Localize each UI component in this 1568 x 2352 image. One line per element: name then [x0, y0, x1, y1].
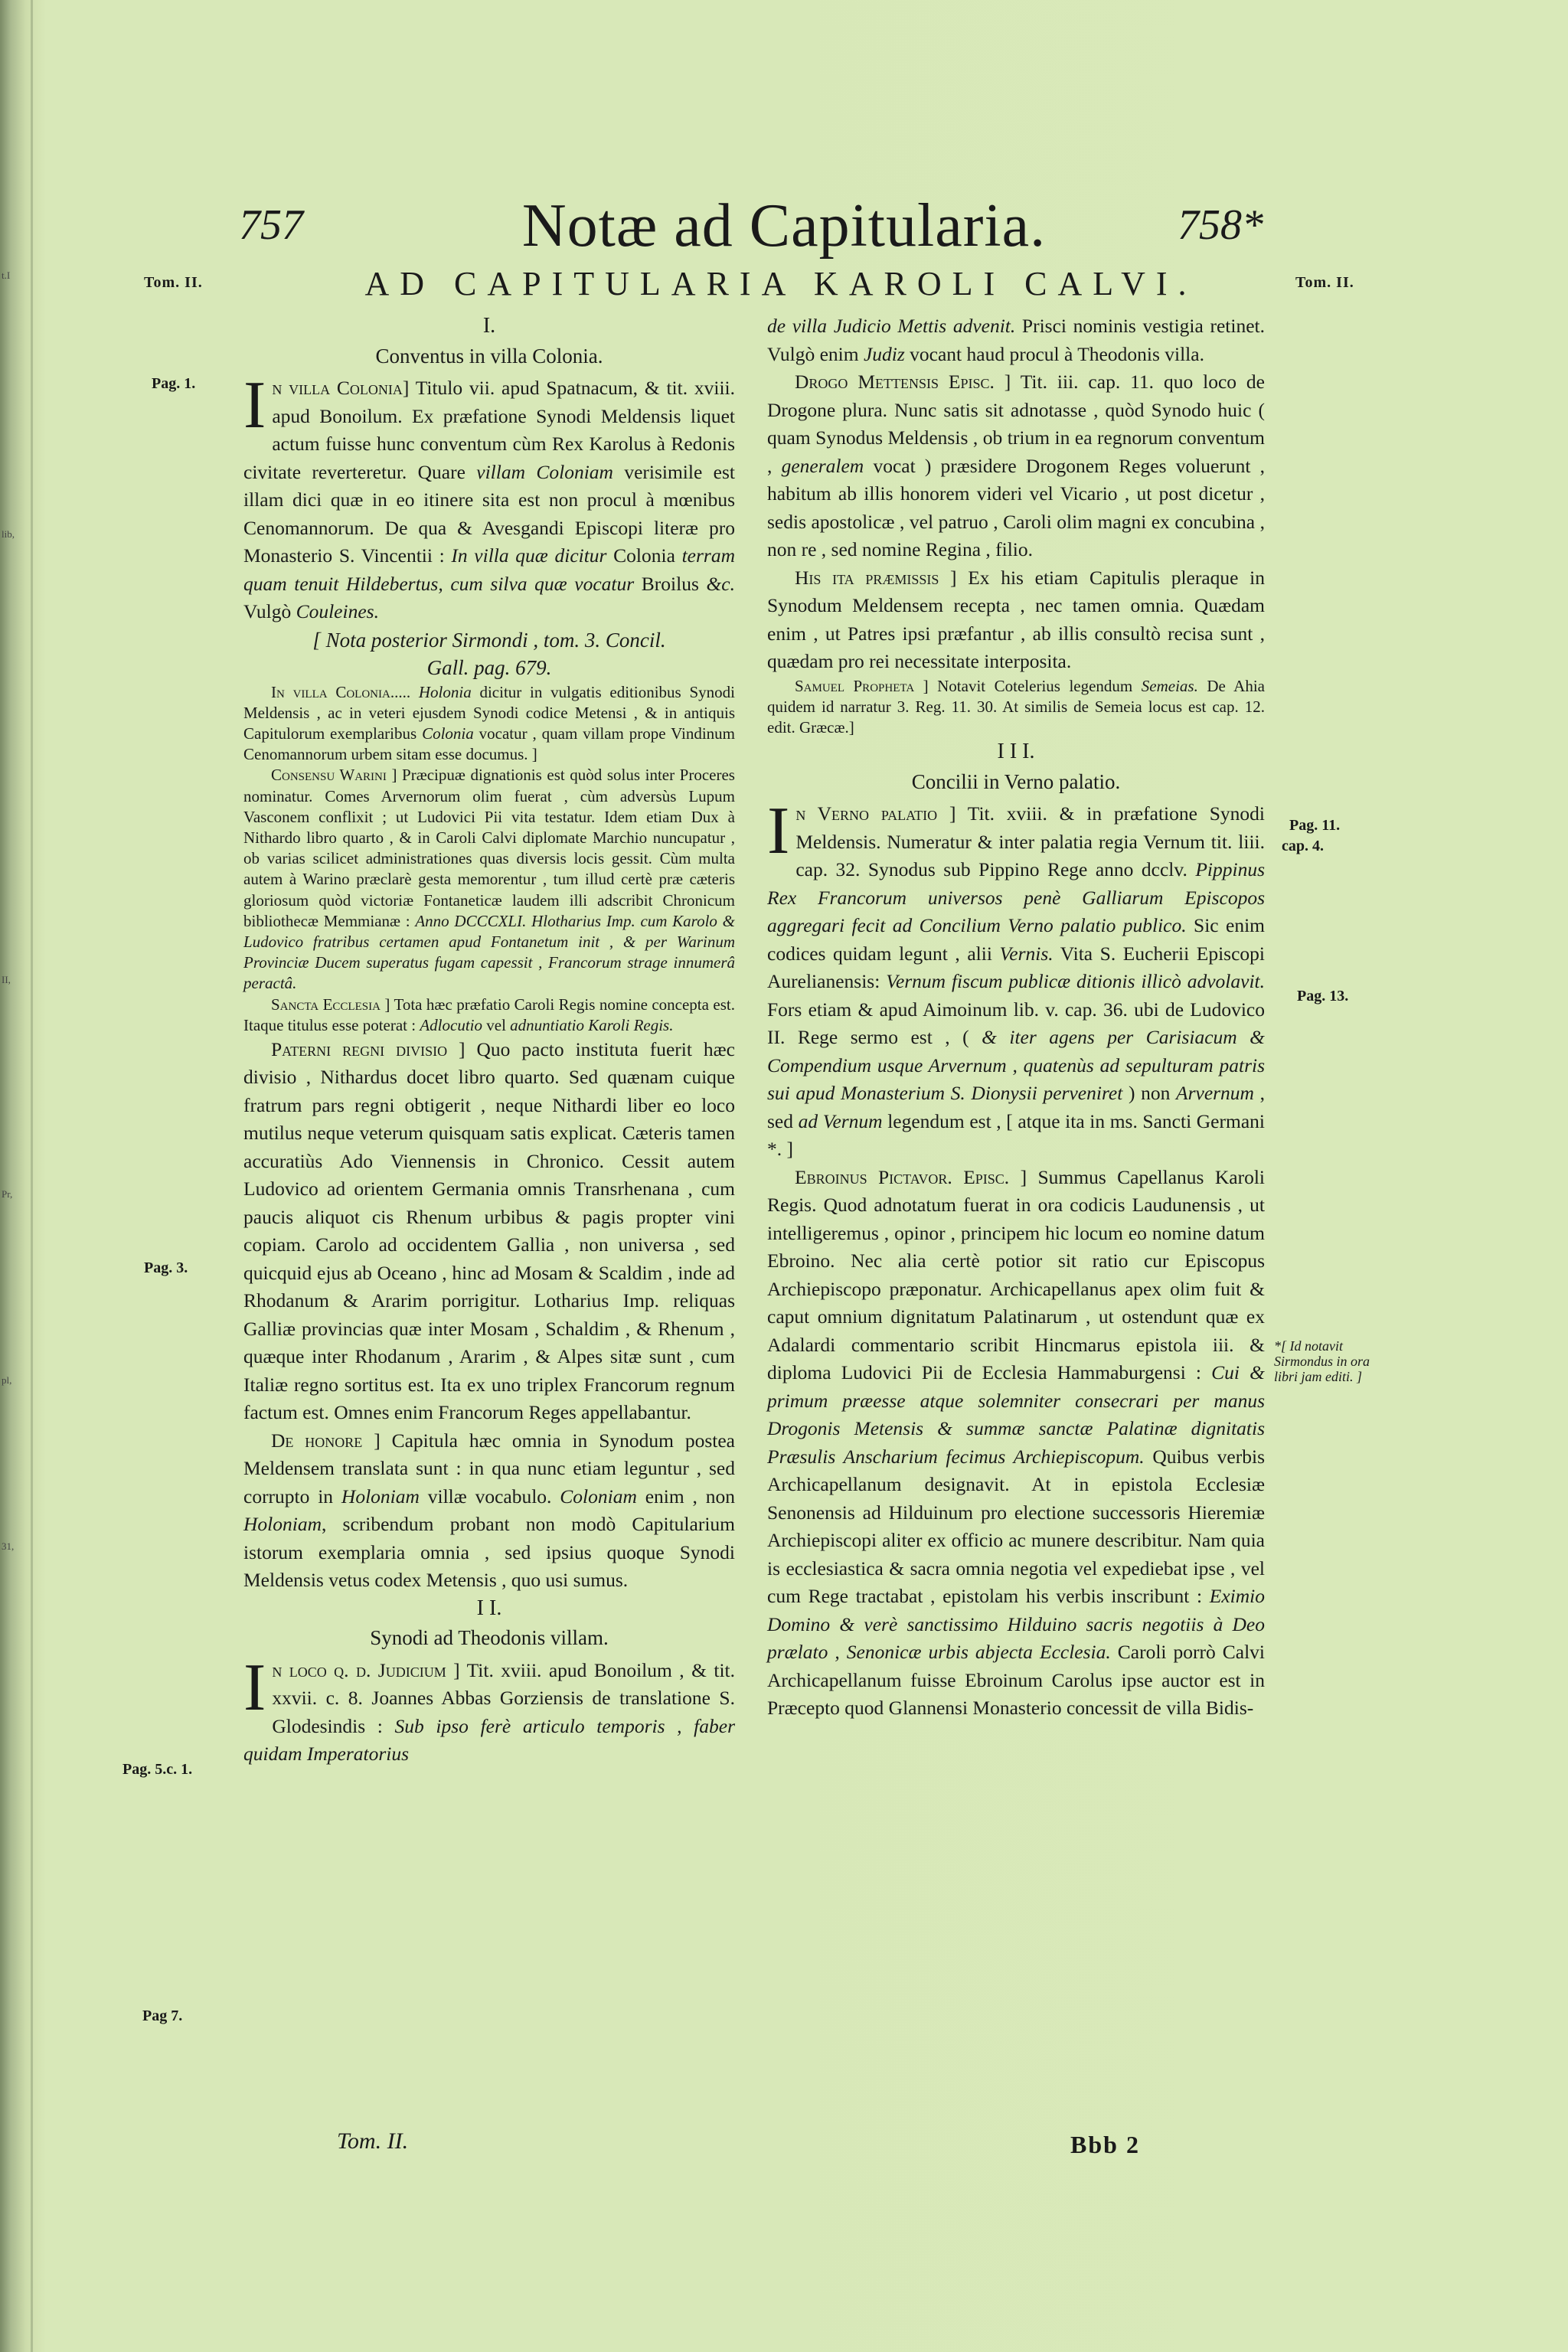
- margin-note-pag-11: Pag. 11.: [1289, 817, 1341, 834]
- paragraph: His ita præmissis ] Ex his etiam Capitulis pleraque in Synodum Meldensem recepta , nec tamen omnia. Quædam enim , ut Patres ipsi præfantur , ab illis consultò recisa sunt , quædam pro rei necessitate interposita.: [767, 566, 1266, 672]
- section-title: AD CAPITULARIA KAROLI CALVI.: [364, 265, 1197, 302]
- margin-fragment: II,: [2, 974, 11, 985]
- bracket-note: Gall. pag. 679.: [426, 656, 552, 679]
- bracket-note: [ Nota posterior Sirmondi , tom. 3. Concil.: [312, 628, 666, 652]
- paragraph: Ebroinus Pictavor. Episc. ] Summus Capellanus Karoli Regis. Quod adnotatum fuerat in ora codicis Laudunensis , ut intelligeremus , opinor , principem hic locum eo nomine datum Ebroino. Nec alia certè potior sit ratio cur Episcopus Archiepiscopo præponatur. Archicapellanus apex olim fuit & caput omnium dignitatum Palatinarum , ut ostendunt quæ ex Adalardi commentario scribit Hincmarus epistola iii. & diploma Ludovici Pii de Ecclesia Hammaburgensi : Cui & primum præesse atque solemniter consecrari per manus Drogonis Metensis & summæ sanctæ Palatinæ dignitatis Præsulis Anscharium fecimus Archiepiscopum. Quibus verbis Archicapellanum designavit. At in epistola Ecclesiæ Senonensis ad Hilduinum pro electione successoris Hieremiæ Archiepiscopi aliter ex officio ac munere describitur. Nam quia is ecclesiastica & sacra omnia negotia vel expediebat ipse , vel cum Rege tractabat , epistolam his verbis inscribunt : Eximio Domino & verè sanctissimo Hilduino sacris negotiis à Deo prælato , Senonicæ urbis abjecta Ecclesia. Caroli porrò Calvi Archicapellanum fuisse Ebroinum Carolus ipse auctor est in Præcepto quod Glannensi Monasterio concessit de villa Bidis-: [767, 1165, 1266, 1720]
- paragraph: In loco q. d. Judicium ] Tit. xviii. apud Bonoilum , & tit. xxvii. c. 8. Joannes Abbas Gorziensis de translatione S. Glodesindis : Sub ipso ferè articulo temporis , faber quidam Imperatorius: [243, 1650, 735, 1766]
- margin-fragment: pl,: [2, 1374, 12, 1386]
- margin-fragment: t.I: [2, 270, 11, 281]
- margin-fragment: 31,: [2, 1540, 15, 1552]
- paragraph: Samuel Propheta ] Notavit Cotelerius legendum Semeias. De Ahia quidem id narratur 3. Reg. 11. 30. At similis de Semeia locus est cap. 12. edit. Græcæ.]: [767, 676, 1265, 737]
- paragraph: De honore ] Capitula hæc omnia in Synodum postea Meldensem translata sunt : in qua nunc etiam leguntur , sed corrupto in Holoniam villæ vocabulo. Coloniam enim , non Holoniam, scribendum probant non modò Capitularium istorum exemplaria omnia , sed ipsius quoque Synodi Meldensis vetus codex Metensis , quo usi sumus.: [243, 1429, 735, 1592]
- margin-note-sirmondus: *[ Id notavit Sirmondus in ora libri jam editi. ]: [1274, 1338, 1370, 1384]
- tom-label-left: Tom. II.: [144, 274, 203, 291]
- paragraph: de villa Judicio Mettis advenit. Prisci nominis vestigia retinet. Vulgò enim Judiz vocant haud procul à Theodonis villa.: [767, 315, 1265, 365]
- section-number: I I.: [476, 1596, 502, 1620]
- margin-note-cap-4: cap. 4.: [1282, 838, 1324, 854]
- paragraph: Consensu Warini ] Præcipuæ dignationis est quòd solus inter Proceres nominatur. Comes Arvernorum olim fuerat , cùm adversùs Lupum Vasconem conflixit ; ut Ludovici Pii vita testatur. Idem etiam Dux à Nithardo libro quarto , & in Caroli Calvi diplomate Marchio nuncupatur , ob varias scilicet administrationes quas diversis locis gessit. Cùm multa autem à Warino præclarè gesta memorentur , tum illud certè præ cæteris gloriosum quòd victoriæ Fontaneticæ laudem illi adscribit Chronicum bibliothecæ Memmianæ : Anno DCCCXLI. Hlotharius Imp. cum Karolo & Ludovico fratribus certamen apud Fontanetum init , & per Warinum Provinciæ Ducem superatus fugam capessit , Francorum strage innumerâ peractâ.: [243, 766, 735, 993]
- paragraph: Drogo Mettensis Episc. ] Tit. iii. cap. 11. quo loco de Drogone plura. Nunc satis sit adnotasse , quòd Synodo huic ( quam Synodus Meldensis , ob trium in ea regnorum conventum , generalem vocat ) præsidere Drogonem Reges voluerunt , habitum ab illis honorem videri vel Vicario , ut post dicetur , sedis apostolicæ , vel patruo , Caroli olim magni ex concubina , non re , sed nomine Regina , filio.: [767, 371, 1266, 560]
- margin-note-pag-5: Pag. 5.c. 1.: [122, 1761, 193, 1778]
- gutter-shadow: [31, 0, 33, 2352]
- section-subtitle: Concilii in Verno palatio.: [911, 769, 1121, 793]
- signature-mark: Bbb 2: [1070, 2131, 1140, 2158]
- paragraph: In Verno palatio ] Tit. xviii. & in præfatione Synodi Meldensis. Numeratur & inter palatia regia Vernum tit. liii. cap. 32. Synodus sub Pippino Rege anno dcclv. Pippinus Rex Francorum universos penè Galliarum Episcopos aggregari fecit ad Concilium Verno palatio publico. Sic enim codices quidam legunt , alii Vernis. Vita S. Eucherii Episcopi Aurelianensis: Vernum fiscum publicæ ditionis illicò advolavit. Fors etiam & apud Aimoinum lib. v. cap. 36. ubi de Ludovico II. Rege sermo est , ( & iter agens per Carisiacum & Compendium usque Arvernum , quatenùs ad sepulturam patris sui apud Monasterium S. Dionysii perveniret ) non Arvernum , sed ad Vernum legendum est , [ atque ita in ms. Sancti Germani *. ]: [767, 794, 1265, 1161]
- section-number: I I I.: [997, 740, 1035, 764]
- section-subtitle: Conventus in villa Colonia.: [375, 344, 603, 368]
- running-title: Notæ ad Capitularia.: [521, 192, 1047, 260]
- margin-note-pag-3: Pag. 3.: [144, 1259, 188, 1276]
- page-number-left: 757: [239, 201, 303, 249]
- margin-fragment: lib,: [2, 528, 15, 540]
- left-column: [243, 312, 735, 1769]
- margin-fragment: Pr,: [2, 1188, 13, 1200]
- drop-cap: I: [243, 1650, 266, 1725]
- page-number-right: 758*: [1178, 201, 1263, 249]
- paragraph: Sancta Ecclesia ] Tota hæc præfatio Caroli Regis nomine concepta est. Itaque titulus esse poterat : Adlocutio vel adnuntiatio Karoli Regis.: [243, 995, 735, 1034]
- drop-cap: I: [243, 368, 266, 443]
- margin-note-pag-13: Pag. 13.: [1297, 988, 1349, 1004]
- margin-note-pag-1: Pag. 1.: [152, 375, 196, 392]
- right-column: [767, 312, 1265, 1723]
- section-number: I.: [482, 314, 496, 338]
- catchword: Tom. II.: [337, 2128, 409, 2154]
- paragraph: Paterni regni divisio ] Quo pacto instituta fuerit hæc divisio , Nithardus docet libro quarto. Sed quænam cuique fratrum pars regni obtigerit , neque Nithardi liber eo loco mutilus neque veterum quisquam satis explicat. Cæteris tamen accuratiùs Ado Viennensis in Chronico. Cessit autem Ludovico ad orientem Germania omnis Transrhenana , cum paucis aliquot cis Rhenum urbibus & pagis propter vini copiam. Carolo ad occidentem Gallia , non universa , sed quicquid ejus ab Oceano , hinc ad Mosam & Scaldim , inde ad Rhodanum & Ararim porrigitur. Lotharius Imp. reliquas Galliæ provincias quæ inter Mosam , Schaldim , & Rhenum , quæque inter Rhodanum , Ararim , & Alpes sitæ sunt , cum Italiæ regno sortitus est. Ita ex uno triplex Francorum regnum factum est. Omnes enim Francorum Reges appellabantur.: [243, 1037, 735, 1424]
- section-subtitle: Synodi ad Theodonis villam.: [370, 1626, 609, 1650]
- tom-label-right: Tom. II.: [1295, 274, 1354, 291]
- paragraph: In villa Colonia..... Holonia dicitur in vulgatis editionibus Synodi Meldensis , ac in veteri ejusdem Synodi codice Metensi , & in antiquis Capitulorum exemplaribus Colonia vocatur , quam villam prope Vindinum Cenomannorum urbem sitam esse documus. ]: [243, 682, 736, 764]
- drop-cap: I: [767, 794, 790, 869]
- margin-note-pag-7: Pag 7.: [142, 2007, 183, 2024]
- paragraph: In villa Colonia] Titulo vii. apud Spatnacum, & tit. xviii. apud Bonoilum. Ex præfatione Synodi Meldensis liquet actum fuisse hunc conventum cùm Rex Karolus à Redonis civitate reverteretur. Quare villam Coloniam verisimile est illam dici quæ in eo itinere sita est non procul à mœnibus Cenomannorum. De qua & Avesgandi Episcopi literæ pro Monasterio S. Vincentii : In villa quæ dicitur Colonia terram quam tenuit Hildebertus, cum silva quæ vocatur Broilus &c. Vulgò Couleines.: [243, 368, 735, 622]
